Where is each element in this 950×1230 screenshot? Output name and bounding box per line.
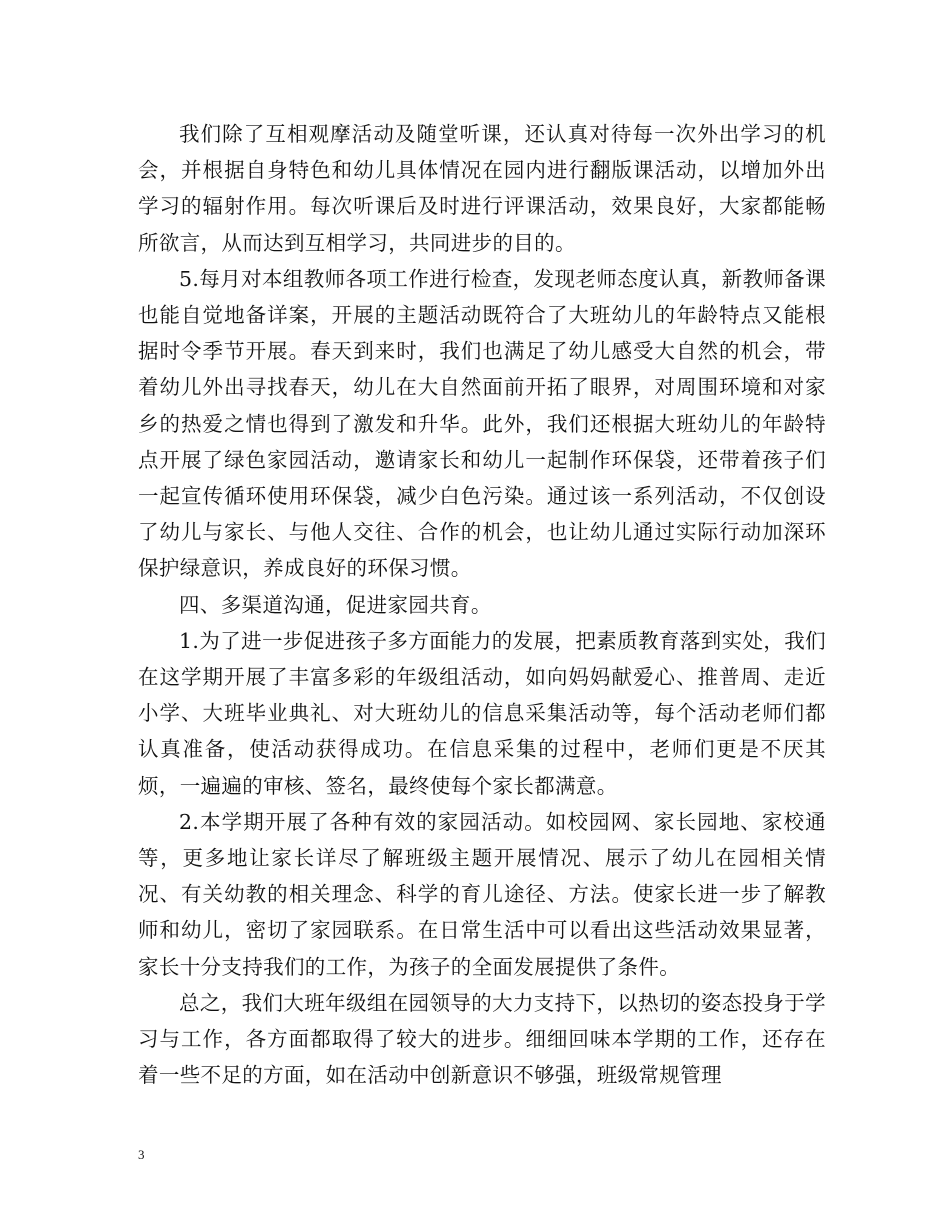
paragraph-monthly-inspection: 5.每月对本组教师各项工作进行检查，发现老师态度认真，新教师备课也能自觉地备详案，开展的主题活动既符合了大班幼儿的年龄特点又能根据时令季节开展。春天到来时，我们也满足了幼儿感受大自然的机会，带着幼儿外出寻找春天，幼儿在大自然面前开拓了眼界，对周围环境和对家乡的热爱之情也得到了激发和升华。此外，我们还根据大班幼儿的年龄特点开展了绿色家园活动，邀请家长和幼儿一起制作环保袋，还带着孩子们一起宣传循环使用环保袋，减少白色污染。通过该一系列活动，不仅创设了幼儿与家长、与他人交往、合作的机会，也让幼儿通过实际行动加深环保护绿意识，养成良好的环保习惯。 [138, 266, 826, 581]
page-number: 3 [138, 1147, 145, 1162]
paragraph-summary: 总之，我们大班年级组在园领导的大力支持下，以热切的姿态投身于学习与工作，各方面都取得了较大的进步。细细回味本学期的工作，还存在着一些不足的方面，如在活动中创新意识不够强，班级常规管理 [138, 990, 826, 1088]
section-heading-home-school: 四、多渠道沟通，促进家园共育。 [179, 592, 492, 617]
paragraph-grade-activities: 1.为了进一步促进孩子多方面能力的发展，把素质教育落到实处，我们在这学期开展了丰富多彩的年级组活动，如向妈妈献爱心、推普周、走近小学、大班毕业典礼、对大班幼儿的信息采集活动等，每个活动老师们都认真准备，使活动获得成功。在信息采集的过程中，老师们更是不厌其烦，一遍遍的审核、签名，最终使每个家长都满意。 [138, 628, 826, 798]
paragraph-observation-learning: 我们除了互相观摩活动及随堂听课，还认真对待每一次外出学习的机会，并根据自身特色和幼儿具体情况在园内进行翻版课活动，以增加外出学习的辐射作用。每次听课后及时进行评课活动，效果良好，大家都能畅所欲言，从而达到互相学习，共同进步的目的。 [138, 122, 826, 255]
body-text [138, 116, 826, 1093]
paragraph-home-school-activities: 2.本学期开展了各种有效的家园活动。如校园网、家长园地、家校通等，更多地让家长详尽了解班级主题开展情况、展示了幼儿在园相关情况、有关幼教的相关理念、科学的育儿途径、方法。使家长进一步了解教师和幼儿，密切了家园联系。在日常生活中可以看出这些活动效果显著，家长十分支持我们的工作，为孩子的全面发展提供了条件。 [138, 809, 826, 979]
